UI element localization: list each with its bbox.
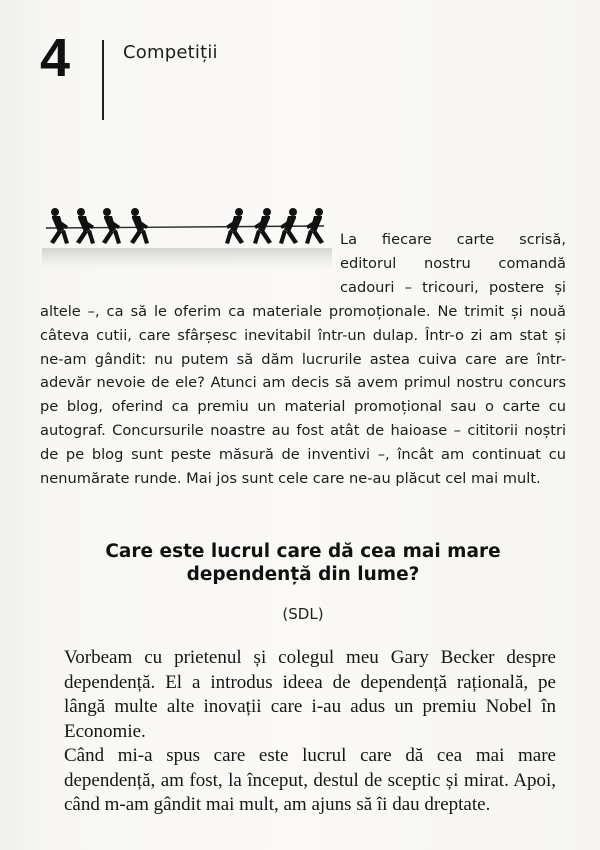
intro-text: La fiecare carte scrisă, editorul nostru comandă cadouri – tricouri, postere și altele –, ca să le oferim ca materiale promoționale. Ne trimit și nouă câteva cutii, care sfârșesc inevitabil într-un dulap. Într-o zi am stat și ne-am gândit: nu putem să dăm lucrurile astea cuiva care are într-adevăr nevoie de ele? Atunci am decis să avem primul nostru concurs pe blog, oferind ca premiu un material promoțional sau o carte cu autograf. Concursurile noastre au fost atât de haioase – cititorii noștri de pe blog sunt peste măsură de inventivi –, încât am continuat cu nenumărate runde. Mai jos sunt cele care ne-au plăcut cel mai mult. [40,231,566,488]
chapter-number: 4 [40,28,71,88]
section-title-line1: Care este lucrul care dă cea mai mare [105,541,501,562]
illustration-spacer [40,228,340,276]
section-title-line2: dependență din lume? [186,564,420,585]
chapter-title: Competiții [123,42,218,63]
body-paragraph-2: Când mi-a spus care este lucrul care dă cea mai mare dependență, am fost, la început, destul de sceptic și mirat. Apoi, când m-am gândit mai mult, am ajuns să îi dau dreptate. [64,745,556,815]
section-author: (SDL) [282,605,324,623]
chapter-intro [40,228,566,491]
section-body [64,646,556,818]
chapter-divider [102,40,104,120]
section-title [40,540,566,586]
body-paragraph-1: Vorbeam cu prietenul și colegul meu Gary Becker despre dependență. El a introdus ideea de dependență rațională, pe lângă multe alte inovații care i-au adus un premiu Nobel în Economie. [64,647,556,742]
